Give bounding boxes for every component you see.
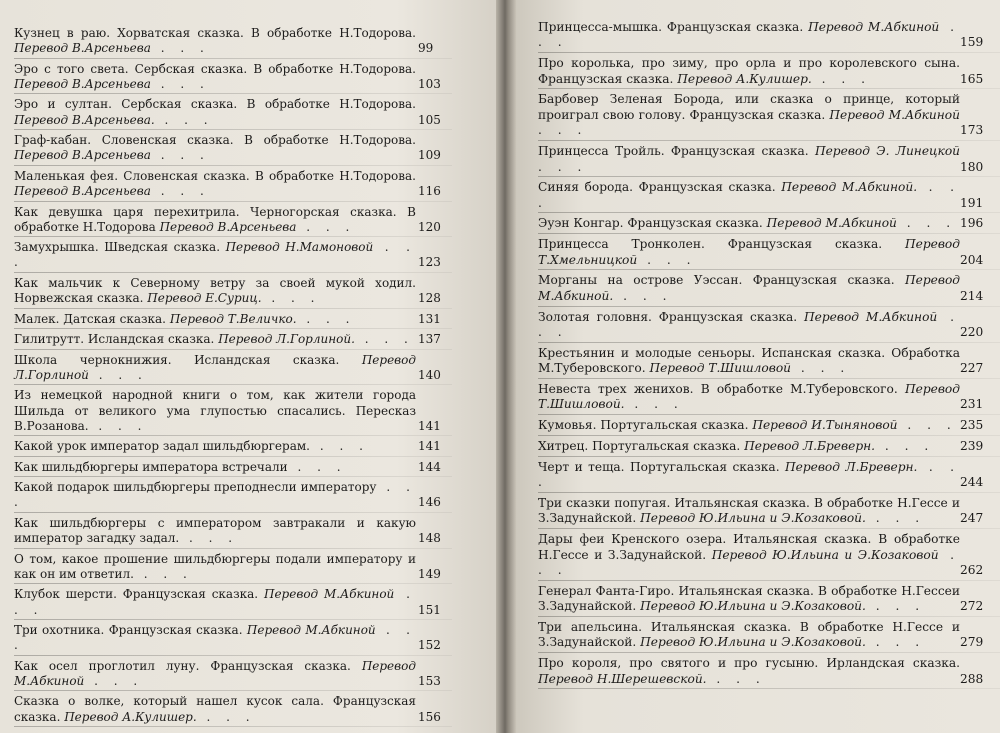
entry-divider	[538, 378, 1000, 379]
toc-entry-page-number: 173	[960, 123, 984, 138]
left-toc-list	[14, 26, 452, 727]
toc-entry-page-number: 227	[960, 361, 984, 376]
leader-dots: . . .	[287, 459, 347, 474]
toc-entry-page-number: 220	[960, 325, 984, 340]
toc-entry-page-number: 152	[418, 638, 441, 653]
leader-dots: . . .	[538, 123, 588, 138]
toc-entry-page-number: 151	[418, 602, 441, 617]
toc-entry-title: Как мальчик к Северному ветру за своей мукой ходил. Норвежская сказка.	[14, 275, 416, 306]
toc-entry-title: Граф-кабан. Словенская сказка. В обработке Н.Тодорова.	[14, 133, 416, 148]
toc-entry	[538, 92, 1000, 138]
toc-entry-page-number: 191	[960, 195, 984, 210]
leader-dots: . . .	[538, 20, 961, 50]
leader-dots: . . .	[150, 148, 210, 163]
leader-dots: . . .	[196, 709, 256, 724]
leader-dots: . . .	[296, 311, 356, 326]
toc-entry-title: Морганы на острове Уэссан. Французская сказка.	[538, 273, 895, 288]
toc-entry-translator: Перевод Е.Суриц.	[147, 291, 262, 306]
leader-dots: . . .	[150, 184, 210, 199]
toc-entry-title: Принцесса Тройль. Французская сказка.	[538, 144, 809, 159]
entry-divider	[538, 688, 1000, 689]
toc-entry-translator: Перевод М.Абкиной	[766, 216, 897, 231]
toc-entry-page-number: 272	[960, 599, 984, 614]
entry-divider	[14, 272, 452, 273]
toc-entry-title: Эро с того света. Сербская сказка. В обработке Н.Тодорова.	[14, 61, 416, 76]
entry-divider	[538, 88, 1000, 89]
toc-entry-title: Эро и султан. Сербская сказка. В обработке Н.Тодорова.	[14, 97, 416, 112]
toc-entry-title: Кузнец в раю. Хорватская сказка. В обработке Н.Тодорова.	[14, 26, 416, 40]
entry-divider	[14, 655, 452, 656]
leader-dots: . . .	[865, 599, 926, 614]
toc-entry	[14, 460, 452, 475]
toc-entry-title: Про королька, про зиму, про орла и про королевского сына. Французская сказка.	[538, 56, 960, 86]
toc-entry-page-number: 247	[960, 511, 984, 526]
entry-divider	[538, 342, 1000, 343]
toc-entry	[14, 312, 452, 327]
toc-entry-page-number: 153	[418, 673, 441, 688]
toc-entry-title: Три сказки попугая. Итальянская сказка. В обработке Н.Гессе и З.Задунайской.	[538, 495, 960, 526]
toc-entry	[538, 180, 1000, 211]
toc-entry	[538, 20, 1000, 51]
toc-entry	[14, 516, 452, 546]
toc-entry-page-number: 159	[960, 35, 984, 50]
toc-entry-translator: Перевод М.Абкиной	[808, 20, 940, 34]
entry-divider	[14, 456, 452, 457]
entry-divider	[538, 616, 1000, 617]
entry-divider	[538, 269, 1000, 270]
leader-dots: . . .	[875, 438, 935, 453]
toc-entry	[14, 659, 452, 689]
entry-divider	[14, 328, 452, 329]
toc-entry	[538, 56, 1000, 87]
leader-dots: . . .	[538, 180, 960, 210]
toc-entry	[14, 552, 452, 582]
toc-entry-translator: Перевод В.Арсеньева.	[14, 112, 155, 127]
toc-entry-page-number: 141	[418, 418, 441, 433]
toc-entry	[14, 439, 452, 454]
leader-dots: . . .	[14, 240, 416, 270]
toc-entry	[14, 133, 452, 163]
toc-entry-title: Крестьянин и молодые сеньоры. Испанская сказка. Обработка М.Туберовского.	[538, 345, 960, 376]
leader-dots: . . .	[791, 361, 851, 376]
leader-dots: . . .	[897, 418, 957, 433]
toc-entry-translator: Перевод В.Арсеньева	[14, 184, 151, 199]
toc-entry	[14, 388, 452, 434]
toc-entry	[14, 205, 452, 235]
toc-entry-title: Какой урок император задал шильдбюргерам.	[14, 439, 310, 454]
toc-entry-title: Про короля, про святого и про гусыню. Ирландская сказка.	[538, 656, 960, 671]
left-page	[0, 0, 496, 733]
entry-divider	[14, 308, 452, 309]
entry-divider	[14, 548, 452, 549]
toc-entry	[538, 237, 1000, 268]
leader-dots: . . .	[179, 531, 239, 546]
toc-entry-translator: Перевод М.Абкиной	[246, 623, 376, 638]
leader-dots: . . .	[637, 252, 697, 267]
toc-entry-page-number: 103	[418, 76, 441, 91]
toc-entry-title: Как шильдбюргеры императора встречали	[14, 459, 288, 474]
leader-dots: . . .	[154, 112, 214, 127]
leader-dots: . . .	[624, 397, 684, 412]
toc-entry	[538, 584, 1000, 615]
toc-entry-page-number: 105	[418, 112, 441, 127]
toc-entry-page-number: 148	[418, 531, 441, 546]
toc-entry-title: Барбовер Зеленая Борода, или сказка о принце, который проиграл свою голову. Французская сказка.	[538, 92, 960, 122]
toc-entry-translator: Перевод Н.Мамоновой	[225, 240, 374, 255]
entry-divider	[538, 52, 1000, 53]
leader-dots: . . .	[896, 216, 957, 231]
toc-entry	[538, 620, 1000, 651]
toc-entry-translator: Перевод Ю.Ильина и Э.Козаковой.	[640, 599, 866, 614]
toc-entry-page-number: 279	[960, 635, 984, 650]
entry-divider	[14, 619, 452, 620]
toc-entry-translator: Перевод Т.Шишловой.	[538, 382, 960, 412]
toc-entry-title: Из немецкой народной книги о том, как жители города Шильда от великого ума глупостью спасались. Пересказ В.Розанова.	[14, 388, 416, 433]
entry-divider	[538, 233, 1000, 234]
toc-entry-title: Как осел проглотил луну. Французская сказка.	[14, 658, 351, 673]
entry-divider	[14, 93, 452, 94]
entry-divider	[538, 456, 1000, 457]
toc-entry-page-number: 214	[960, 288, 984, 303]
entry-divider	[14, 690, 452, 691]
toc-entry-page-number: 120	[418, 219, 441, 234]
toc-entry-title: Невеста трех женихов. В обработке М.Туберовского.	[538, 382, 898, 397]
toc-entry-translator: Перевод М.Абкиной	[14, 658, 416, 688]
leader-dots: . . .	[296, 219, 356, 234]
entry-divider	[538, 306, 1000, 307]
toc-entry-title: Черт и теща. Португальская сказка.	[538, 459, 780, 474]
toc-entry-title: Дары феи Кренского озера. Итальянская сказка. В обработке Н.Гессе и З.Задунайской.	[538, 532, 960, 562]
toc-entry-page-number: 116	[418, 184, 441, 199]
toc-entry	[14, 480, 452, 510]
toc-entry-page-number: 99	[418, 41, 434, 56]
toc-entry	[538, 144, 1000, 175]
entry-divider	[538, 580, 1000, 581]
entry-divider	[538, 212, 1000, 213]
toc-entry-page-number: 165	[960, 71, 984, 86]
toc-entry-page-number: 140	[418, 367, 441, 382]
toc-entry-page-number: 204	[960, 252, 984, 267]
entry-divider	[14, 236, 452, 237]
toc-entry-title: Принцесса-мышка. Французская сказка.	[538, 20, 804, 34]
toc-entry	[538, 310, 1000, 341]
toc-entry-title: Клубок шерсти. Французская сказка.	[14, 587, 259, 602]
toc-entry-translator: Перевод В.Арсеньева	[14, 41, 151, 56]
toc-entry-translator: Перевод Ю.Ильина и Э.Козаковой.	[640, 511, 866, 526]
toc-entry-title: Принцесса Тронколен. Французская сказка.	[538, 237, 883, 252]
leader-dots: . . .	[865, 635, 926, 650]
toc-entry-page-number: 180	[960, 159, 984, 174]
leader-dots: . . .	[706, 671, 766, 686]
leader-dots: . . .	[865, 511, 926, 526]
entry-divider	[14, 384, 452, 385]
toc-entry-page-number: 196	[960, 216, 984, 231]
toc-entry-translator: Перевод Н.Шерешевской.	[538, 671, 707, 686]
leader-dots: . . .	[261, 291, 321, 306]
toc-entry-page-number: 137	[418, 332, 441, 347]
leader-dots: . . .	[14, 623, 416, 653]
toc-entry-translator: Перевод А.Кулишер.	[677, 71, 812, 86]
toc-entry-translator: Перевод М.Абкиной	[263, 587, 395, 602]
toc-entry-translator: Перевод Т.Шишловой	[649, 361, 792, 376]
book-gutter	[496, 0, 516, 733]
toc-entry	[538, 216, 1000, 231]
toc-entry	[538, 273, 1000, 304]
toc-entry	[538, 496, 1000, 527]
toc-entry-title: О том, какое прошение шильдбюргеры подали императору и как он им ответил.	[14, 551, 416, 581]
toc-entry	[14, 694, 452, 724]
entry-divider	[538, 414, 1000, 415]
toc-entry-page-number: 128	[418, 291, 441, 306]
leader-dots: . . .	[133, 566, 193, 581]
toc-entry-title: Эуэн Конгар. Французская сказка.	[538, 216, 763, 231]
toc-entry	[14, 332, 452, 347]
toc-entry-translator: Перевод Э. Линецкой	[814, 144, 961, 159]
toc-entry-page-number: 123	[418, 255, 441, 270]
toc-entry-title: Хитрец. Португальская сказка.	[538, 438, 741, 453]
toc-entry-translator: Перевод Т.Величко.	[169, 311, 297, 326]
toc-entry-page-number: 146	[418, 495, 441, 510]
entry-divider	[14, 349, 452, 350]
toc-entry-translator: Перевод М.Абкиной.	[538, 273, 961, 303]
leader-dots: . . .	[811, 71, 872, 86]
toc-entry	[538, 418, 1000, 433]
toc-entry-translator: Перевод В.Арсеньева	[14, 148, 151, 163]
entry-divider	[538, 140, 1000, 141]
toc-entry-translator: Перевод В.Арсеньева	[14, 76, 151, 91]
entry-divider	[14, 512, 452, 513]
toc-entry-translator: Перевод Ю.Ильина и Э.Козаковой	[711, 547, 939, 562]
toc-entry	[538, 656, 1000, 687]
toc-entry	[14, 62, 452, 92]
entry-divider	[14, 58, 452, 59]
toc-entry	[14, 587, 452, 617]
leader-dots: . . .	[14, 480, 416, 510]
toc-entry-translator: Перевод М.Абкиной.	[781, 180, 918, 195]
entry-divider	[14, 583, 452, 584]
toc-entry-title: Генерал Фанта-Гиро. Итальянская сказка. В обработке Н.Гессеи З.Задунайской.	[538, 583, 960, 614]
entry-divider	[14, 476, 452, 477]
toc-entry	[14, 623, 452, 653]
leader-dots: . . .	[88, 418, 148, 433]
toc-entry-translator: Перевод А.Кулишер.	[64, 709, 197, 724]
toc-entry	[538, 346, 1000, 377]
toc-entry-page-number: 141	[418, 439, 441, 454]
entry-divider	[538, 492, 1000, 493]
toc-entry-title: Как девушка царя перехитрила. Черногорская сказка. В обработке Н.Тодорова	[14, 204, 416, 234]
leader-dots: . . .	[150, 41, 210, 56]
toc-entry	[538, 532, 1000, 578]
toc-entry	[14, 353, 452, 383]
toc-entry-page-number: 156	[418, 709, 441, 724]
entry-divider	[538, 528, 1000, 529]
toc-entry-page-number: 235	[960, 418, 984, 433]
toc-entry-translator: Перевод В.Арсеньева	[159, 219, 297, 234]
leader-dots: . . .	[14, 587, 416, 617]
leader-dots: . . .	[84, 673, 144, 688]
toc-entry-title: Как шильдбюргеры с императором завтракали и какую император загадку задал.	[14, 515, 416, 546]
toc-entry	[14, 97, 452, 127]
toc-entry-translator: Перевод Л.Горлиной.	[218, 332, 355, 347]
toc-entry-title: Маленькая фея. Словенская сказка. В обработке Н.Тодорова.	[14, 168, 416, 183]
right-page	[516, 0, 1000, 733]
toc-entry-page-number: 149	[418, 566, 441, 581]
toc-entry-translator: Перевод М.Абкиной	[804, 309, 938, 324]
toc-entry-page-number: 109	[418, 148, 441, 163]
toc-entry-translator: Перевод Ю.Ильина и Э.Козаковой.	[640, 635, 866, 650]
leader-dots: . . .	[538, 309, 961, 340]
leader-dots: . . .	[538, 547, 960, 578]
toc-entry	[14, 169, 452, 199]
leader-dots: . . .	[88, 367, 148, 382]
toc-entry-page-number: 231	[960, 397, 984, 412]
toc-entry-title: Кумовья. Португальская сказка.	[538, 418, 749, 433]
toc-entry-page-number: 144	[418, 459, 441, 474]
entry-divider	[538, 652, 1000, 653]
toc-entry-page-number: 288	[960, 671, 984, 686]
leader-dots: . . .	[150, 76, 210, 91]
leader-dots: . . .	[354, 332, 414, 347]
toc-entry-title: Какой подарок шильдбюргеры преподнесли императору	[14, 480, 377, 495]
right-toc-list	[538, 20, 1000, 689]
toc-entry-page-number: 262	[960, 563, 984, 578]
toc-entry-title: Сказка о волке, который нашел кусок сала. Французская сказка.	[14, 694, 416, 724]
toc-entry-page-number: 131	[418, 311, 441, 326]
toc-entry-title: Школа чернокнижия. Исландская сказка.	[14, 352, 340, 367]
entry-divider	[14, 129, 452, 130]
leader-dots: . . .	[310, 439, 369, 454]
toc-entry-title: Замухрышка. Шведская сказка.	[14, 240, 221, 255]
toc-entry	[14, 26, 452, 56]
toc-entry-page-number: 239	[960, 438, 984, 453]
toc-entry-translator: Перевод М.Абкиной	[829, 107, 960, 122]
toc-entry-title: Золотая головня. Французская сказка.	[538, 309, 798, 324]
toc-entry	[538, 382, 1000, 413]
entry-divider	[14, 726, 452, 727]
toc-entry	[538, 460, 1000, 491]
toc-entry-translator: Перевод Л.Бреверн.	[744, 438, 876, 453]
toc-entry-title: Малек. Датская сказка.	[14, 311, 166, 326]
leader-dots: . . .	[538, 459, 960, 490]
toc-entry-translator: Перевод Л.Бреверн.	[784, 459, 918, 474]
toc-entry-title: Синяя борода. Французская сказка.	[538, 180, 776, 195]
toc-entry	[538, 439, 1000, 454]
toc-entry-translator: Перевод Т.Хмельницкой	[538, 237, 960, 267]
toc-entry-translator: Перевод И.Тыняновой	[752, 418, 898, 433]
toc-entry	[14, 276, 452, 306]
entry-divider	[14, 165, 452, 166]
entry-divider	[538, 176, 1000, 177]
entry-divider	[14, 201, 452, 202]
toc-entry-title: Гилитрутт. Исландская сказка.	[14, 332, 215, 347]
entry-divider	[538, 435, 1000, 436]
leader-dots: . . .	[613, 288, 673, 303]
toc-entry-title: Три апельсина. Итальянская сказка. В обработке Н.Гессе и З.Задунайской.	[538, 620, 960, 650]
toc-entry-translator: Перевод Л.Горлиной	[14, 352, 416, 382]
leader-dots: . . .	[538, 159, 588, 174]
toc-entry-page-number: 244	[960, 475, 984, 490]
entry-divider	[14, 435, 452, 436]
toc-entry-title: Три охотника. Французская сказка.	[14, 623, 243, 638]
toc-entry	[14, 240, 452, 270]
